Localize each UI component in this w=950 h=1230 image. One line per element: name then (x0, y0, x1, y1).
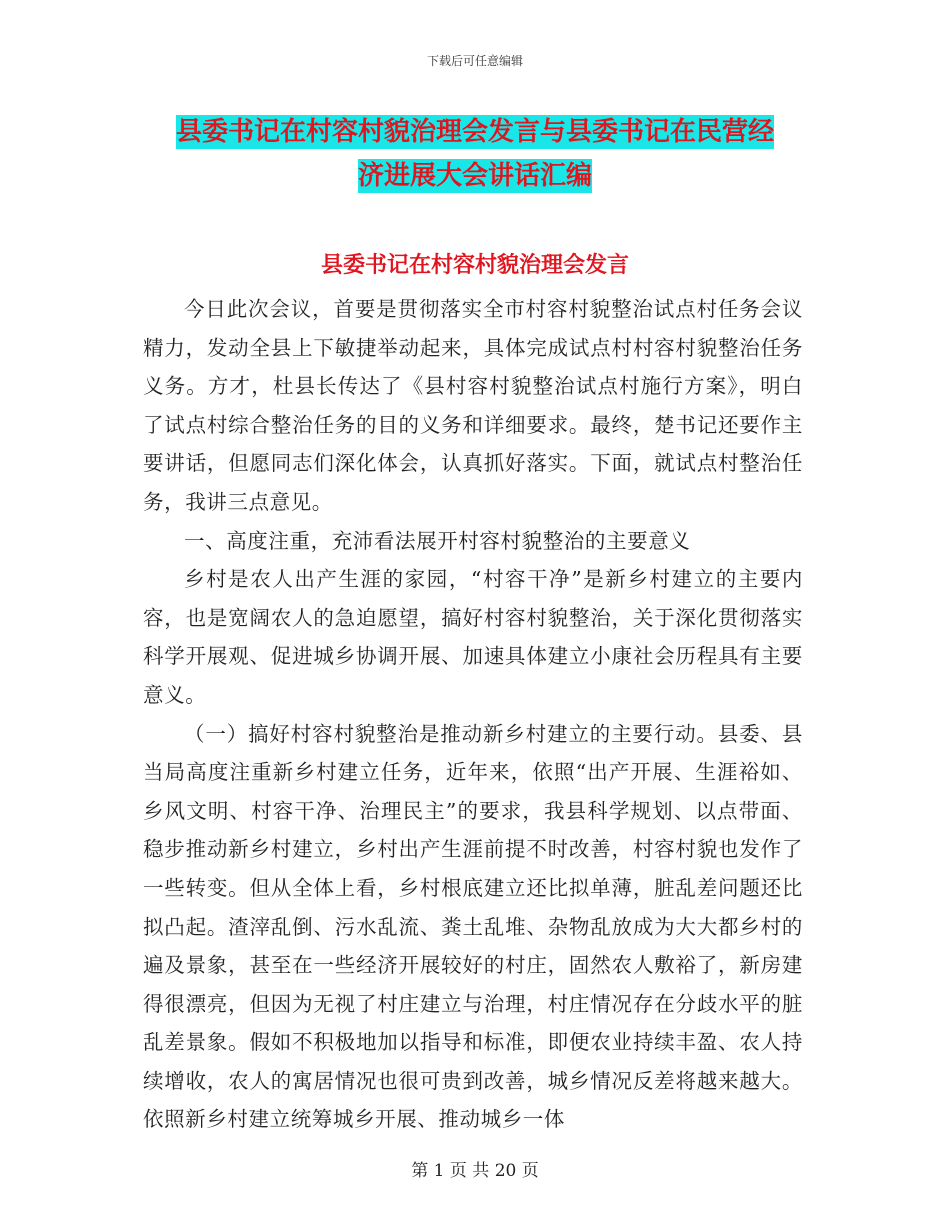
document-title-line-1: 县委书记在村容村貌治理会发言与县委书记在民营经 (175, 117, 774, 147)
paragraph: 今日此次会议，首要是贯彻落实全市村容村貌整治试点村任务会议精力，发动全县上下敏捷举动起来，具体完成试点村村容村貌整治任务义务。方才，杜县长传达了《县村容村貌整治试点村施行方案》，明白了试点村综合整治任务的目的义务和详细要求。最终，楚书记还要作主要讲话，但愿同志们深化体会，认真抓好落实。下面，就试点村整治任务，我讲三点意见。 (143, 297, 803, 514)
paragraph: （一）搞好村容村貌整治是推动新乡村建立的主要行动。县委、县当局高度注重新乡村建立任务，近年来，依照“出产开展、生涯裕如、乡风文明、村容干净、治理民主”的要求，我县科学规划、以点带面、稳步推动新乡村建立，乡村出产生涯前提不时改善，村容村貌也发作了一些转变。但从全体上看，乡村根底建立还比拟单薄，脏乱差问题还比拟凸起。渣滓乱倒、污水乱流、粪土乱堆、杂物乱放成为大大都乡村的遍及景象，甚至在一些经济开展较好的村庄，固然农人敷裕了，新房建得很漂亮，但因为无视了村庄建立与治理，村庄情况存在分歧水平的脏乱差景象。假如不积极地加以指导和标准，即便农业持续丰盈、农人持续增收，农人的寓居情况也很可贵到改善，城乡情况反差将越来越大。依照新乡村建立统筹城乡开展、推动城乡一体 (143, 721, 803, 1132)
paragraph: 乡村是农人出产生涯的家园，“村容干净”是新乡村建立的主要内容，也是宽阔农人的急迫愿望，搞好村容村貌整治，关于深化贯彻落实科学开展观、促进城乡协调开展、加速具体建立小康社会历程具有主要意义。 (143, 567, 803, 707)
paragraph-heading: 一、高度注重，充沛看法展开村容村貌整治的主要意义 (184, 528, 691, 553)
page-footer: 第 1 页 共 20 页 (411, 1161, 539, 1181)
header-note: 下载后可任意编辑 (426, 54, 523, 68)
body-text (143, 290, 803, 1139)
section-title: 县委书记在村容村貌治理会发言 (320, 253, 629, 278)
document-title-line-2: 济进展大会讲话汇编 (357, 161, 592, 191)
document-title (0, 110, 950, 198)
